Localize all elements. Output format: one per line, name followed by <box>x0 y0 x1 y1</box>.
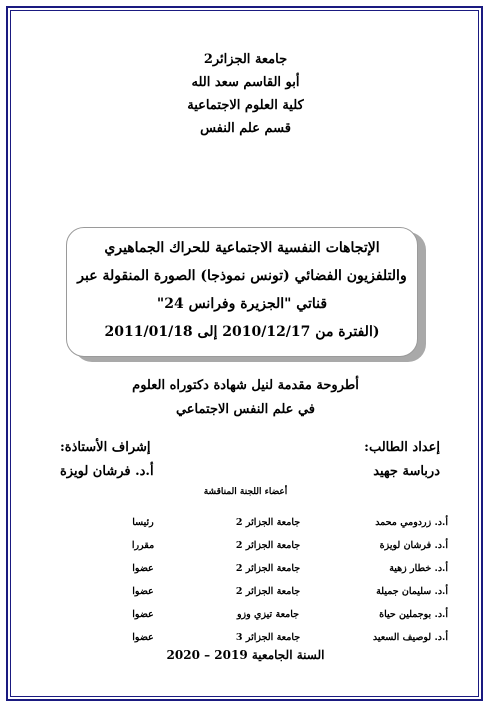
member-role: عضوا <box>132 586 154 597</box>
member-role: عضوا <box>132 632 154 643</box>
supervised-by-label: إشراف الأستاذة: <box>60 440 151 455</box>
thesis-title-box <box>66 227 418 357</box>
thesis-description <box>0 374 491 422</box>
institution-header <box>0 48 491 140</box>
title-line-4: (الفترة من 2010/12/17 إلى 2011/01/18 <box>104 324 380 340</box>
title-line-1: الإتجاهات النفسية الاجتماعية للحراك الجماهيري <box>104 240 380 256</box>
committee-title: أعضاء اللجنة المناقشة <box>203 487 288 497</box>
academic-year: السنة الجامعية 2019 – 2020 <box>166 648 325 662</box>
supervisor-name: أ.د. فرشان لويزة <box>60 464 154 479</box>
member-role: مقررا <box>131 540 155 551</box>
member-university: جامعة الجزائر 2 <box>235 540 301 551</box>
thesis-line-2: في علم النفس الاجتماعي <box>175 402 316 417</box>
member-university: جامعة الجزائر 2 <box>235 563 301 574</box>
prepared-by-label: إعداد الطالب: <box>364 440 440 455</box>
title-line-2: والتلفزيون الفضائي (تونس نموذجا) الصورة المنقولة عبر <box>77 268 407 284</box>
member-name: أ.د. بوجملين حياة <box>379 609 448 620</box>
department-name: قسم علم النفس <box>200 121 291 136</box>
member-name: أ.د. زردومي محمد <box>375 517 448 528</box>
member-name: أ.د. لوصيف السعيد <box>372 632 448 643</box>
title-line-3: قناتي "الجزيرة وفرانس 24" <box>156 296 328 312</box>
member-university: جامعة الجزائر 3 <box>235 632 301 643</box>
table-row <box>88 626 448 649</box>
thesis-line-1: أطروحة مقدمة لنيل شهادة دكتوراه العلوم <box>132 378 359 393</box>
campus-name: أبو القاسم سعد الله <box>191 75 300 90</box>
table-row <box>88 511 448 534</box>
member-university: جامعة الجزائر 2 <box>235 586 301 597</box>
member-name: أ.د. خطار زهية <box>389 563 448 574</box>
member-name: أ.د. فرشان لويزة <box>379 540 448 551</box>
member-university: جامعة تيزي وزو <box>236 609 300 620</box>
table-row <box>88 580 448 603</box>
committee-table <box>88 511 448 649</box>
university-name: جامعة الجزائر2 <box>203 52 288 67</box>
member-university: جامعة الجزائر 2 <box>235 517 301 528</box>
member-role: رئيسا <box>132 517 154 528</box>
student-name: درباسة جهيد <box>373 464 440 479</box>
member-name: أ.د. سليمان جميلة <box>376 586 448 597</box>
table-row <box>88 534 448 557</box>
member-role: عضوا <box>132 609 154 620</box>
faculty-name: كلية العلوم الاجتماعية <box>187 98 304 113</box>
table-row <box>88 557 448 580</box>
member-role: عضوا <box>132 563 154 574</box>
author-supervisor-block <box>60 436 440 484</box>
table-row <box>88 603 448 626</box>
